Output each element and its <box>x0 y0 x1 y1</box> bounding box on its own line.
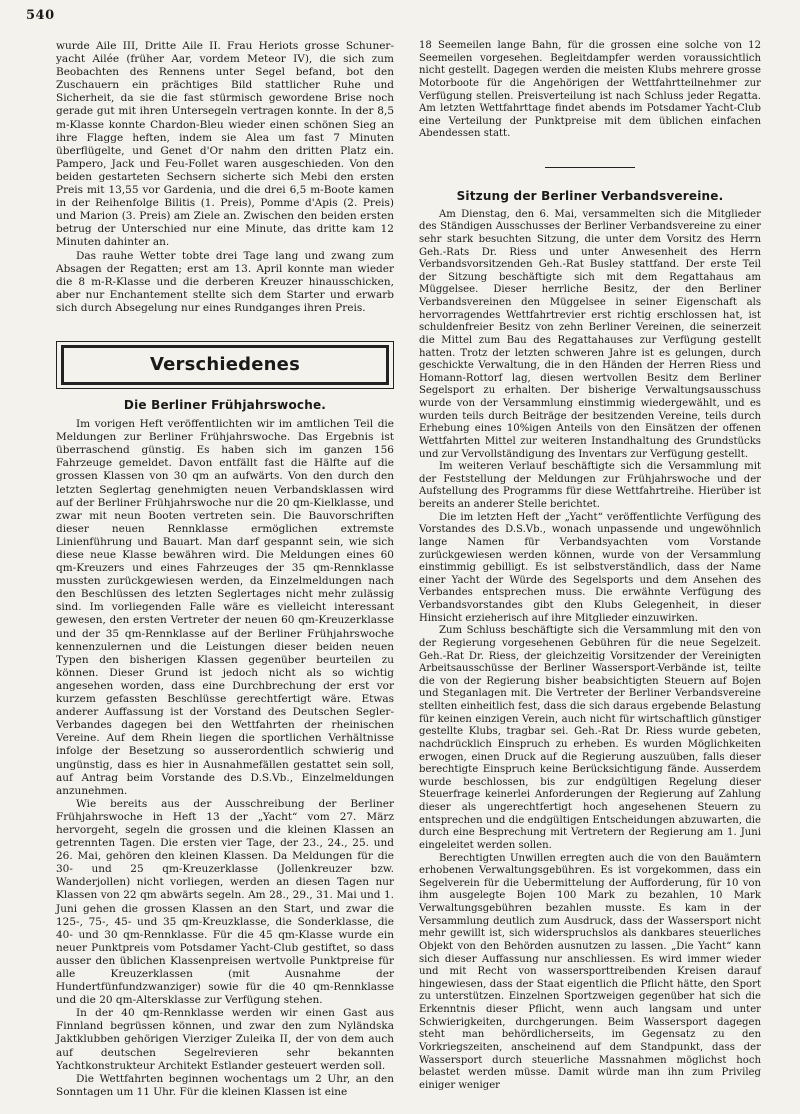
article-title-sitzung: Sitzung der Berliner Verbandsvereine. <box>456 189 724 203</box>
article-paragraph: Die im letzten Heft der „Yacht“ veröffentlichte Verfügung des Vorstandes des D.S.Vb., wonach unpassende und ungewöhnlich lange Namen für Verbandsyachten vom Vorstande zurückgewiesen werden können, wurde von der Versammlung einstimmig gebilligt. Es ist selbstverständlich, dass der Name einer Yacht der Würde des Segelsports und dem Ansehen des Verbandes entsprechen muss. Die erwähnte Verfügung des Verbandsvorstandes gibt den Klubs Gelegenheit, in dieser Hinsicht erzieherisch auf ihre Mitglieder einzuwirken. <box>419 511 761 624</box>
article-title-fruehjahrswoche: Die Berliner Frühjahrswoche. <box>123 397 327 412</box>
regatta-report-paragraph: wurde Aile III, Dritte Aile II. Frau Heriots grosse Schuner-yacht Ailée (früher Aar, vordem Meteor IV), die sich zum Beobachten des Rennens unter Segel befand, bot den Zuschauern ein prächtiges Bild stattlicher Ruhe und Sicherheit, da sie die fast stürmisch gewordene Brise noch gerade gut mit ihren Untersegeln vertragen konnte. In der 8,5 m-Klasse konnte Chardon-Bleu wieder einen schönen Sieg an ihre Flagge heften, indem sie Alea um fast 7 Minuten überflügelte, und Genet d'Or nahm den dritten Platz ein. Pampero, Jack und Feu-Follet waren ausgeschieden. Von den beiden gestarteten Sechsern sicherte sich Mebi den ersten Preis mit 13,55 vor Gardenia, und die drei 6,5 m-Boote kamen in der Reihenfolge Bilitis (1. Preis), Pomme d'Apis (2. Preis) und Marion (3. Preis) am Ziele an. Zwischen den beiden ersten betrug der Unterschied nur eine Minute, das dritte kam 12 Minuten dahinter an. <box>56 40 394 249</box>
section-divider <box>545 167 635 168</box>
section-title: Verschiedenes <box>149 354 301 376</box>
right-column <box>419 40 761 1092</box>
section-heading-box <box>56 341 394 389</box>
article-paragraph: Berechtigten Unwillen erregten auch die von den Bauämtern erhobenen Verwaltungsgebühren. Es ist vorgekommen, dass ein Segelverein für die Uebermittelung der Aufforderung, für 10 von ihm ausgelegte Bojen 100 Mark zu bezahlen, 10 Mark Verwaltungsgebühren bezahlen musste. Es kam in der Versammlung deutlich zum Ausdruck, dass der Wassersport nicht mehr gewillt ist, sich widerspruchslos als dankbares steuerliches Objekt von den Behörden ausnutzen zu lassen. „Die Yacht“ kann sich dieser Auffassung nur anschliessen. Es wird immer wieder und mit Recht von wassersporttreibenden Kreisen darauf hingewiesen, dass der Staat eigentlich die Pflicht hätte, den Sport zu unterstützen. Einzelnen Sportzweigen gegenüber hat sich die Erkenntnis dieser Pflicht, wenn auch langsam und unter Schwierigkeiten, durchgerungen. Beim Wassersport dagegen steht man behördlicherseits, im Gegensatz zu den Vorkriegszeiten, anscheinend auf dem Standpunkt, dass der Wassersport durch steuerliche Massnahmen möglichst hoch belastet werden müsse. Damit würde man ihn zum Privileg einiger weniger <box>419 852 761 1091</box>
article-continuation-paragraph: 18 Seemeilen lange Bahn, für die grossen eine solche von 12 Seemeilen vorgesehen. Begleitdampfer werden voraussichtlich nicht gestellt. Dagegen werden die meisten Klubs mehrere grosse Motorboote für die Angehörigen der Wettfahrtteilnehmer zur Verfügung stellen. Preisverteilung ist nach Schluss jeder Regatta. Am letzten Wettfahrttage findet abends im Potsdamer Yacht-Club eine Verteilung der Punktpreise mit dem üblichen einfachen Abendessen statt. <box>419 40 761 140</box>
regatta-report-paragraph: Das rauhe Wetter tobte drei Tage lang und zwang zum Absagen der Regatten; erst am 13. April konnte man wieder die 8 m-R-Klasse und die derberen Kreuzer hinausschicken, aber nur Enchantement stellte sich dem Starter und erwarb sich durch Absegelung nur eines Rundganges ihren Preis. <box>56 249 394 314</box>
article-paragraph: Am Dienstag, den 6. Mai, versammelten sich die Mitglieder des Ständigen Ausschusses der Berliner Verbandsvereine zu einer sehr stark besuchten Sitzung, die unter dem Vorsitz des Herrn Geh.-Rats Dr. Riess und unter Anwesenheit des Herrn Verbandsvorsitzenden Geh.-Rat Busley stattfand. Der erste Teil der Sitzung beschäftigte sich mit dem Regattahaus am Müggelsee. Dieser herrliche Besitz, der den Berliner Verbandsvereinen den Müggelsee in seiner Eigenschaft als hervorragendes Wettfahrtrevier erst richtig erschlossen hat, ist schuldenfreier Besitz von zehn Berliner Vereinen, die seinerzeit die Mittel zum Bau des Regattahauses zur Verfügung gestellt hatten. Trotz der letzten schweren Jahre ist es gelungen, durch geschickte Verwaltung, die in den Händen der Herren Riess und Homann-Rottorf lag, diesen wertvollen Besitz dem Berliner Segelsport zu erhalten. Der bisherige Verwaltungsausschuss wurde von der Versammlung einstimmig wiedergewählt, und es wurden teils durch Beiträge der besitzenden Vereine, teils durch Erhebung eines 10%igen Anteils von den Einsätzen der offenen Wettfahrten Mittel zur weiteren Instandhaltung des Grundstücks und zur Vervollständigung des Inventars zur Verfügung gestellt. <box>419 208 761 460</box>
left-column <box>56 40 394 1099</box>
article-paragraph: In der 40 qm-Rennklasse werden wir einen Gast aus Finnland begrüssen können, und zwar den zum Nyländska Jaktklubben gehörigen Vierziger Zuleika II, der von dem auch auf deutschen Segelrevieren sehr bekannten Yachtkonstrukteur Architekt Estlander gesteuert werden soll. <box>56 1007 394 1072</box>
article-paragraph: Im weiteren Verlauf beschäftigte sich die Versammlung mit der Feststellung der Meldungen zur Frühjahrswoche und der Aufstellung des Programms für diese Wettfahrtreihe. Hierüber ist bereits an anderer Stelle berichtet. <box>419 461 761 510</box>
article-paragraph: Die Wettfahrten beginnen wochentags um 2 Uhr, an den Sonntagen um 11 Uhr. Für die kleinen Klassen ist eine <box>56 1072 394 1098</box>
page-number: 540 <box>26 8 55 23</box>
article-paragraph: Im vorigen Heft veröffentlichten wir im amtlichen Teil die Meldungen zur Berliner Frühjahrswoche. Das Ergebnis ist überraschend günstig. Es haben sich im ganzen 156 Fahrzeuge gemeldet. Davon entfällt fast die Hälfte auf die grossen Klassen von 30 qm an aufwärts. Von den durch den letzten Seglertag genehmigten neuen Verbandsklassen wird auf der Berliner Frühjahrswoche nur die 20 qm-Kielklasse, und zwar mit neun Booten vertreten sein. Die Bauvorschriften dieser neuen Rennklasse ermöglichen extremste Linienführung und Bauart. Man darf gespannt sein, wie sich diese neue Klasse bewähren wird. Die Meldungen eines 60 qm-Kreuzers und eines Fahrzeuges der 35 qm-Rennklasse mussten zurückgewiesen werden, da Einzelmeldungen nach den Beschlüssen des letzten Seglertages nicht mehr zulässig sind. Im vorliegenden Falle wäre es vielleicht interessant gewesen, den ersten Vertreter der neuen 60 qm-Kreuzerklasse und der 35 qm-Rennklasse auf der Berliner Frühjahrswoche kennenzulernen und die Leistungen dieser beiden neuen Typen den bisherigen Klassen gegenüber beurteilen zu können. Dieser Grund ist jedoch nicht als so wichtig angesehen worden, dass eine Durchbrechung der erst vor kurzem gefassten Beschlüsse gerechtfertigt wäre. Etwas anderer Auffassung ist der Vorstand des Deutschen Segler-Verbandes dagegen bei den Wettfahrten der rheinischen Vereine. Auf dem Rhein liegen die sportlichen Verhältnisse infolge der Besetzung so ausserordentlich schwierig und ungünstig, dass es hier in Ausnahmefällen gestattet sein soll, auf Antrag beim Vorstande des D.S.Vb., Einzelmeldungen anzunehmen. <box>56 418 394 797</box>
article-paragraph: Wie bereits aus der Ausschreibung der Berliner Frühjahrswoche in Heft 13 der „Yacht“ vom 27. März hervorgeht, segeln die grossen und die kleinen Klassen an getrennten Tagen. Die ersten vier Tage, der 23., 24., 25. und 26. Mai, gehören den kleinen Klassen. Da Meldungen für die 30- und 25 qm-Kreuzerklasse (Jollenkreuzer bzw. Wanderjollen) nicht vorliegen, werden an diesen Tagen nur Klassen von 22 qm abwärts segeln. Am 28., 29., 31. Mai und 1. Juni gehen die grossen Klassen an den Start, und zwar die 125-, 75-, 45- und 35 qm-Kreuzklasse, die Sonderklasse, die 40- und 30 qm-Rennklasse. Für die 45 qm-Klasse wurde ein neuer Punktpreis vom Potsdamer Yacht-Club gestiftet, so dass ausser den üblichen Klassenpreisen wertvolle Punktpreise für alle Kreuzerklassen (mit Ausnahme der Hundertfünfundzwanziger) sowie für die 40 qm-Rennklasse und die 20 qm-Altersklasse zur Verfügung stehen. <box>56 797 394 1007</box>
article-paragraph: Zum Schluss beschäftigte sich die Versammlung mit den von der Regierung vorgesehenen Gebühren für die neue Segelzeit. Geh.-Rat Dr. Riess, der gleichzeitig Vorsitzender der Vereinigten Arbeitsausschüsse der Berliner Wassersport-Verbände ist, teilte die von der Regierung bisher beabsichtigten Steuern auf Bojen und Steganlagen mit. Die Vertreter der Berliner Verbandsvereine stellten einheitlich fest, dass die sich daraus ergebende Belastung für keinen einzigen Verein, auch nicht für wirtschaftlich günstiger gestellte Klubs, tragbar sei. Geh.-Rat Dr. Riess wurde gebeten, nachdrücklich Einspruch zu erheben. Es wurden Möglichkeiten erwogen, einen Druck auf die Regierung auszuüben, falls dieser berechtigte Einspruch keine Berücksichtigung fände. Ausserdem wurde beschlossen, bis zur endgültigen Regelung dieser Steuerfrage keinerlei Anforderungen der Regierung auf Zahlung dieser als ungerechtfertigt hoch angesehenen Steuern zu entsprechen und die endgültigen Entscheidungen abzuwarten, die durch eine Besprechung mit Vertretern der Regierung am 1. Juni eingeleitet werden sollen. <box>419 625 761 851</box>
